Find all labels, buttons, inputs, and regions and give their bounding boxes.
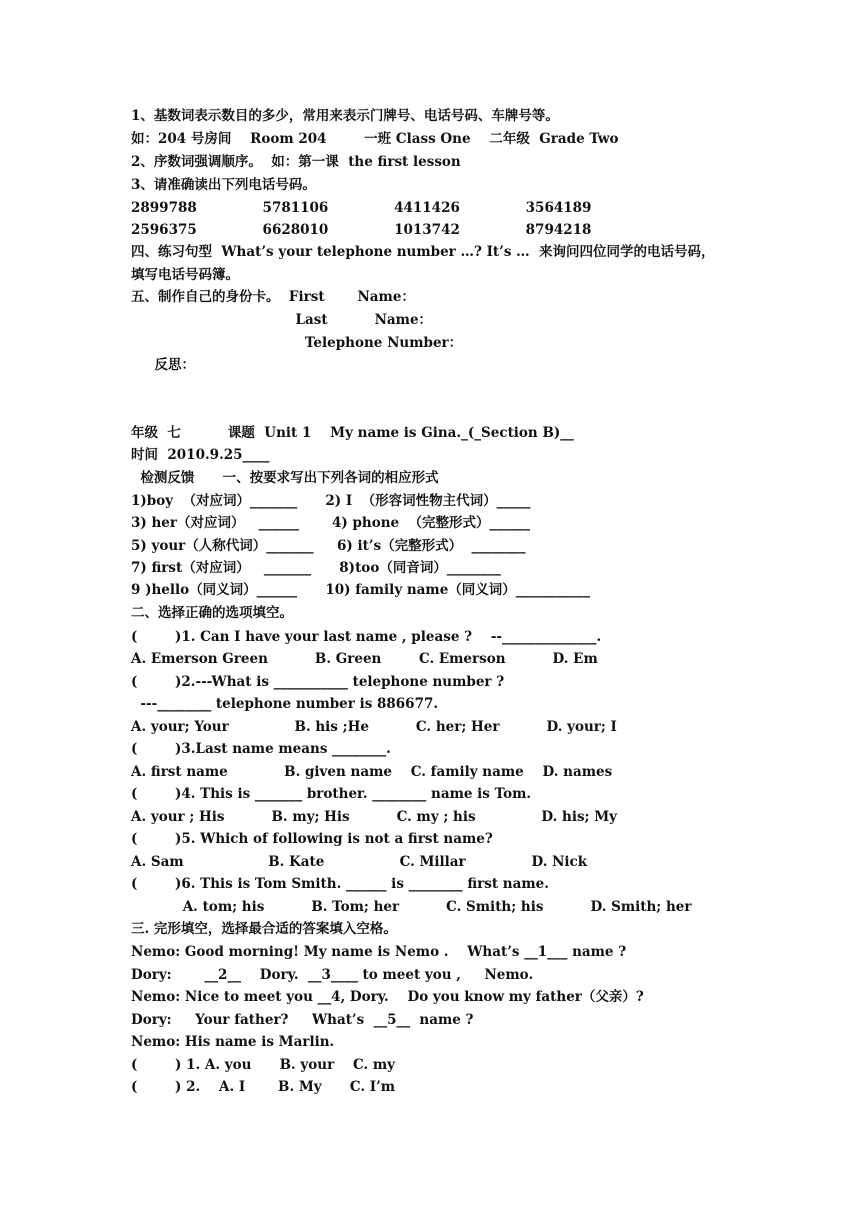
text-line: 四、练习句型 What’s your telephone number …? It’s … 来询问四位同学的电话号码，	[131, 244, 715, 260]
text-line: 时间 2010.9.25____	[131, 447, 270, 463]
text-line: 1、基数词表示数目的多少，常用来表示门牌号、电话号码、车牌号等。	[131, 108, 559, 124]
text-line: 2、序数词强调顺序。 如：第一课 the first lesson	[131, 154, 461, 170]
text-line: Dory: Your father? What’s __5__ name ?	[131, 1012, 474, 1028]
text-line: A. first name B. given name C. family name D. names	[131, 764, 613, 780]
text-line: Nemo: His name is Marlin.	[131, 1034, 335, 1050]
text-line: 二、选择正确的选项填空。	[131, 605, 293, 621]
text-line: 9 )hello（同义词）______ 10) family name（同义词）___________	[131, 582, 591, 598]
text-line: 填写电话号码簿。	[131, 267, 239, 283]
text-line: 2596375 6628010 1013742 8794218	[131, 222, 592, 238]
text-line: A. your ; His B. my; His C. my ; his D. his; My	[131, 809, 618, 825]
text-line: ---________ telephone number is 886677.	[131, 696, 439, 712]
text-line: A. Emerson Green B. Green C. Emerson D. Em	[131, 651, 598, 667]
text-line: 检测反馈 一、按要求写出下列各词的相应形式	[131, 470, 439, 486]
text-line: Dory: __2__ Dory. __3____ to meet you , Nemo.	[131, 967, 534, 983]
text-line: ( ) 2. A. I B. My C. I’m	[131, 1079, 396, 1095]
text-line: 5) your（人称代词）_______ 6) it’s（完整形式） ________	[131, 538, 526, 554]
text-line: Last Name：	[131, 312, 433, 328]
text-line: ( )5. Which of following is not a first name?	[131, 831, 493, 847]
text-line: ( )1. Can I have your last name , please ? --______________.	[131, 629, 602, 645]
text-line: ( )6. This is Tom Smith. ______ is ________ first name.	[131, 876, 549, 892]
text-line: A. tom; his B. Tom; her C. Smith; his D. Smith; her	[131, 899, 692, 915]
text-line: 年级 七 课题 Unit 1 My name is Gina._(_Section B)__	[131, 425, 574, 441]
text-line: ( )2.---What is ___________ telephone number ?	[131, 674, 505, 690]
text-line: ( )3.Last name means ________.	[131, 741, 391, 757]
text-line: A. Sam B. Kate C. Millar D. Nick	[131, 854, 588, 870]
text-line: 五、制作自己的身份卡。 First Name：	[131, 289, 415, 305]
text-line: Nemo: Good morning! My name is Nemo . What’s __1___ name ?	[131, 944, 627, 960]
text-line: 三. 完形填空，选择最合适的答案填入空格。	[131, 921, 397, 937]
text-line: ( )4. This is _______ brother. ________ name is Tom.	[131, 786, 532, 802]
text-line: 2899788 5781106 4411426 3564189	[131, 200, 592, 216]
text-line: Telephone Number：	[131, 335, 463, 351]
text-line: 3、请准确读出下列电话号码。	[131, 177, 316, 193]
text-line: 3) her（对应词） ______ 4) phone （完整形式）______	[131, 515, 531, 531]
text-line: 1)boy （对应词）_______ 2) I （形容词性物主代词）_____	[131, 493, 531, 509]
text-line: 反思：	[131, 357, 195, 373]
text-line: 7) first（对应词） _______ 8)too（同音词）________	[131, 560, 501, 576]
text-line: ( ) 1. A. you B. your C. my	[131, 1057, 396, 1073]
text-line: Nemo: Nice to meet you __4, Dory. Do you know my father（父亲）?	[131, 989, 644, 1005]
text-line: 如：204 号房间 Room 204 一班 Class One 二年级 Grade Two	[131, 131, 619, 147]
text-line: A. your; Your B. his ;He C. her; Her D. your; I	[131, 719, 617, 735]
